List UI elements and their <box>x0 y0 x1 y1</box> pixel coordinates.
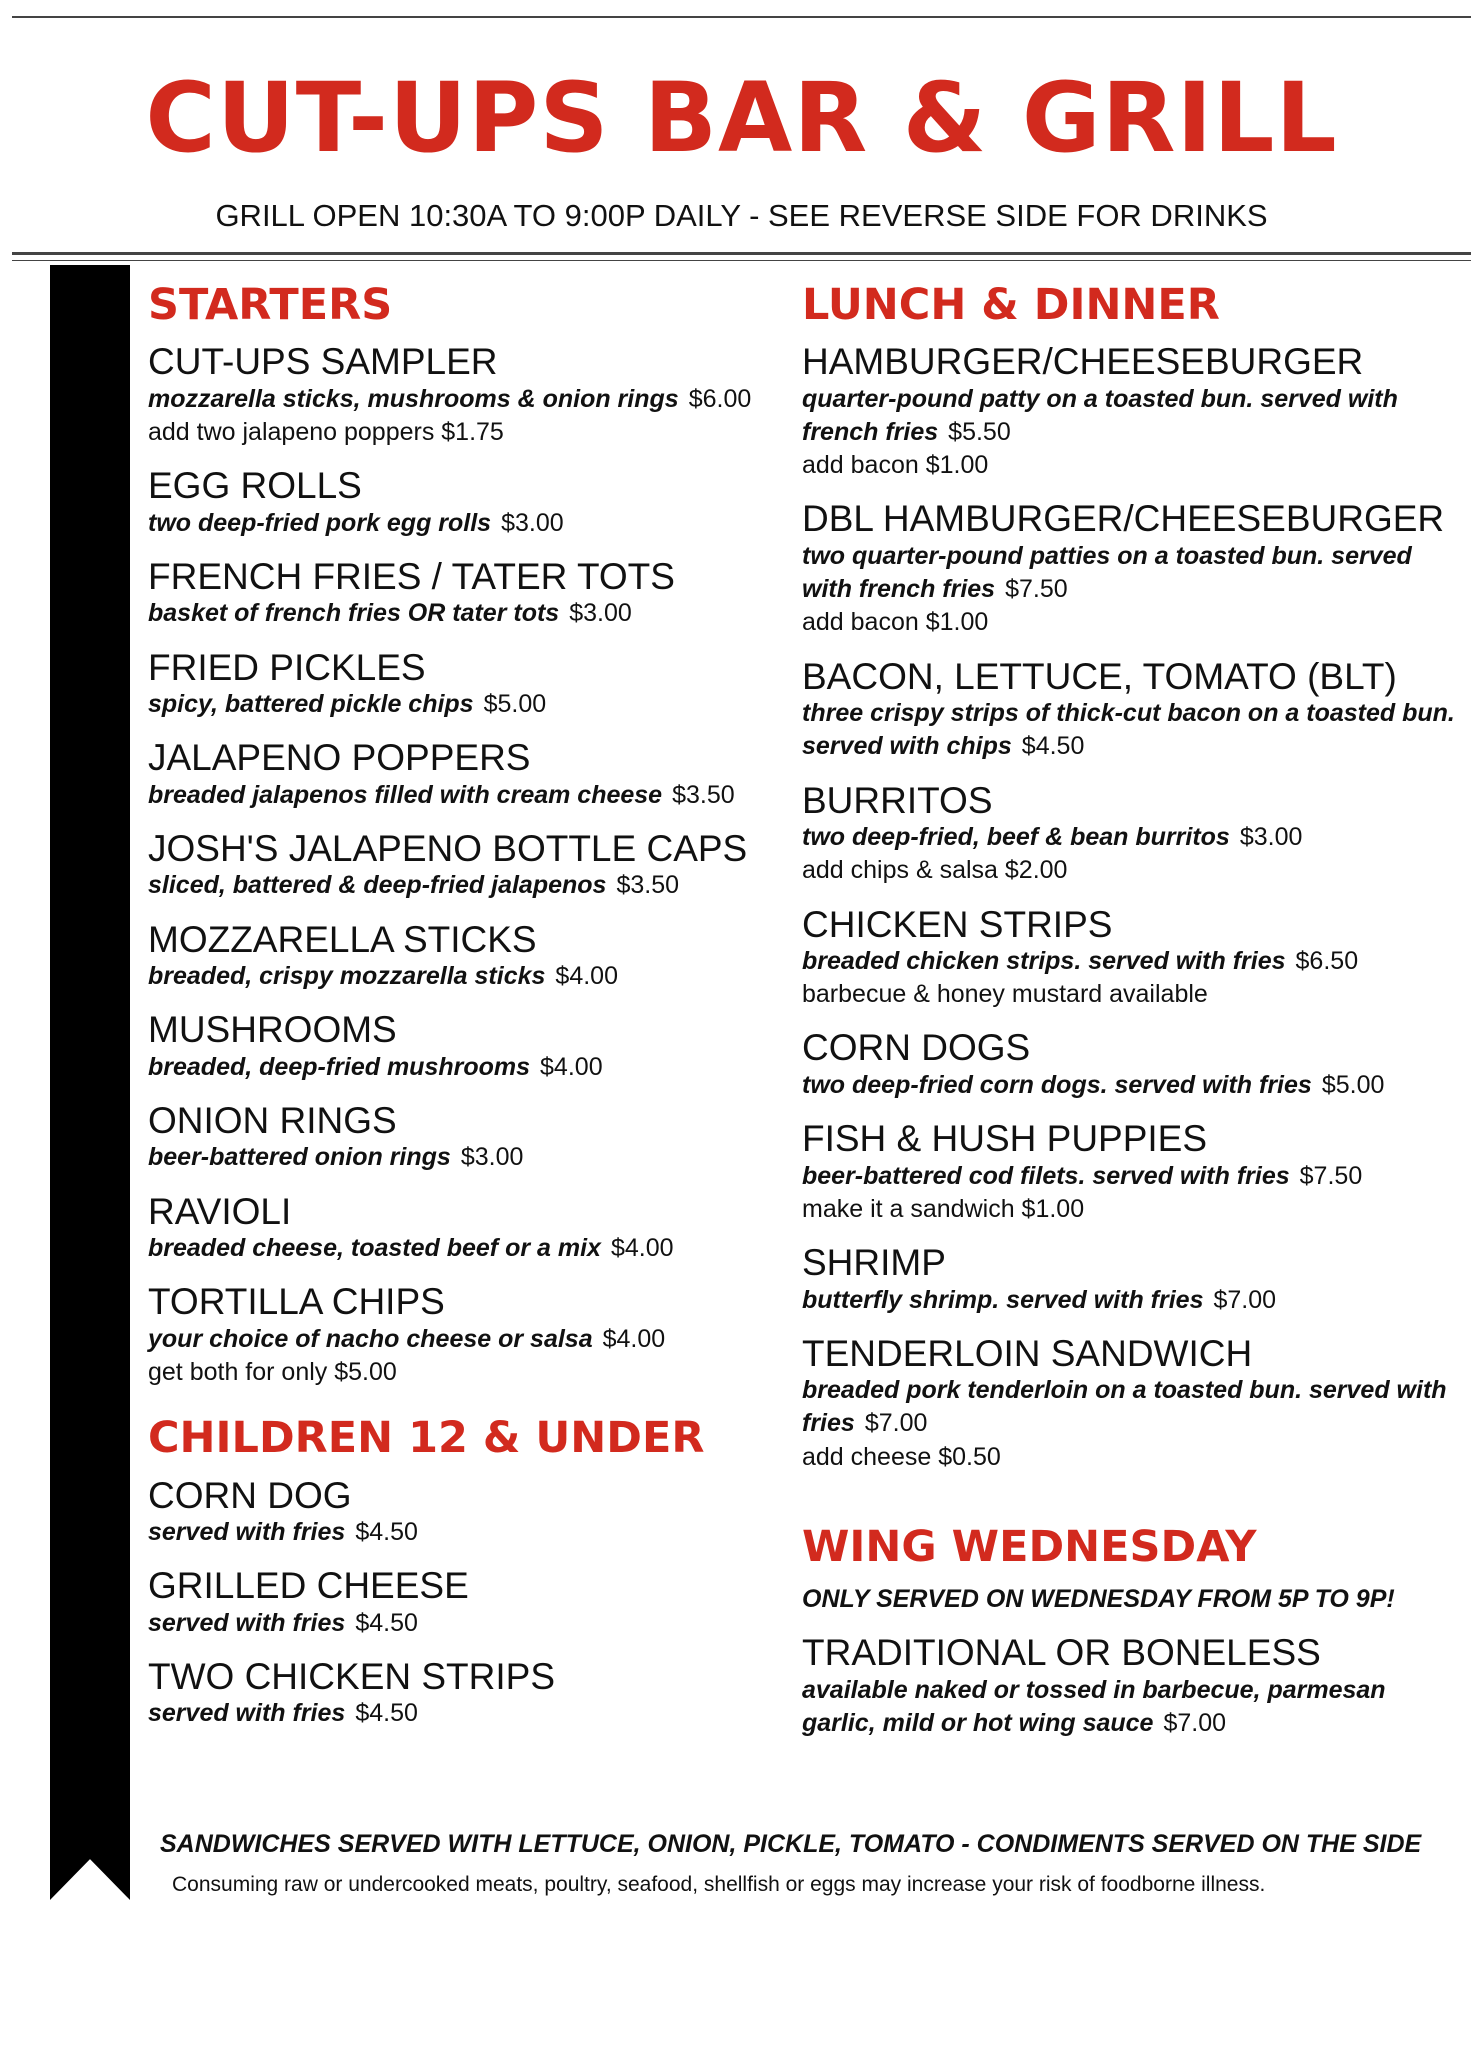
menu-item-description-text: two deep-fried pork egg rolls <box>148 508 492 537</box>
menu-item-description-text: breaded chicken strips. served with fries <box>802 946 1286 975</box>
menu-item <box>148 1281 788 1389</box>
menu-item-price: $4.00 <box>555 962 618 991</box>
lunch-dinner-list <box>802 341 1462 1474</box>
menu-item-price: $4.50 <box>355 1699 418 1728</box>
menu-item-description <box>148 1607 788 1640</box>
menu-item-description <box>148 779 788 812</box>
menu-item <box>148 1191 788 1266</box>
header-rule-thin <box>12 260 1471 261</box>
menu-item-price: $4.50 <box>355 1518 418 1547</box>
menu-item-description-text: spicy, battered pickle chips <box>148 690 474 719</box>
menu-item-description <box>148 869 788 902</box>
menu-item <box>148 341 788 449</box>
menu-item-description-text: served with fries <box>148 1608 346 1637</box>
menu-item <box>148 1009 788 1084</box>
menu-item-description <box>148 383 788 416</box>
menu-item-name: CORN DOGS <box>802 1027 1031 1069</box>
menu-item-description-text: served with fries <box>148 1699 346 1728</box>
menu-item-price: $7.50 <box>1005 575 1068 604</box>
menu-item-description-text: mozzarella sticks, mushrooms & onion rings <box>148 384 679 413</box>
food-safety-warning: Consuming raw or undercooked meats, poultry, seafood, shellfish or eggs may increase your risk of foodborne illness. <box>172 1873 1266 1896</box>
menu-item-name: RAVIOLI <box>148 1190 292 1232</box>
header-rule-thick <box>12 252 1471 255</box>
menu-item-price: $4.00 <box>540 1052 603 1081</box>
menu-item-description <box>802 697 1462 764</box>
menu-item-price: $3.50 <box>616 871 680 900</box>
menu-item-description-text: beer-battered onion rings <box>148 1143 451 1172</box>
menu-item-addon-note: add bacon $1.00 <box>802 451 989 480</box>
menu-item <box>148 919 788 994</box>
menu-item <box>802 656 1462 764</box>
menu-item <box>802 1333 1462 1474</box>
section-title-starters: STARTERS <box>148 280 393 330</box>
menu-item <box>802 780 1462 888</box>
menu-item-price: $3.00 <box>460 1143 524 1172</box>
menu-item-price: $3.50 <box>672 780 735 809</box>
menu-item-description <box>148 960 788 993</box>
menu-item-name: TORTILLA CHIPS <box>148 1281 445 1323</box>
sandwich-condiments-note: SANDWICHES SERVED WITH LETTUCE, ONION, PICKLE, TOMATO - CONDIMENTS SERVED ON THE SIDE <box>160 1830 1422 1858</box>
menu-item-name: CHICKEN STRIPS <box>802 903 1113 945</box>
menu-item-description <box>148 688 788 721</box>
section-title-wing-wednesday: WING WEDNESDAY <box>802 1521 1257 1572</box>
top-rule <box>12 16 1471 18</box>
menu-item-description <box>148 1232 788 1265</box>
menu-item-name: EGG ROLLS <box>148 465 362 507</box>
menu-item-description-text: breaded, deep-fried mushrooms <box>148 1052 531 1081</box>
menu-item-name: ONION RINGS <box>148 1100 397 1142</box>
menu-item-price: $6.00 <box>688 384 752 413</box>
section-title-lunch-dinner: LUNCH & DINNER <box>802 280 1220 330</box>
menu-item-description <box>802 1374 1462 1441</box>
menu-item <box>148 1565 788 1640</box>
menu-item-name: CORN DOG <box>148 1474 352 1516</box>
menu-item-price: $5.00 <box>483 690 547 719</box>
menu-item-addon-note: add cheese $0.50 <box>802 1442 1001 1471</box>
menu-item-addon-note: barbecue & honey mustard available <box>802 980 1208 1009</box>
menu-item-price: $4.50 <box>355 1608 418 1637</box>
menu-item-addon-note: get both for only $5.00 <box>148 1358 397 1387</box>
menu-item-description-text: your choice of nacho cheese or salsa <box>148 1324 593 1353</box>
starters-list <box>148 341 788 1389</box>
menu-item <box>802 1242 1462 1317</box>
menu-item-description <box>148 1141 788 1174</box>
wing-wednesday-note: ONLY SERVED ON WEDNESDAY FROM 5P TO 9P! <box>802 1585 1395 1614</box>
black-ribbon-decoration <box>50 265 130 1900</box>
menu-item-name: HAMBURGER/CHEESEBURGER <box>802 341 1364 383</box>
menu-item <box>802 1027 1462 1102</box>
menu-item-name: GRILLED CHEESE <box>148 1565 469 1607</box>
restaurant-title: CUT-UPS BAR & GRILL <box>145 62 1338 174</box>
section-title-children: CHILDREN 12 & UNDER <box>148 1413 705 1464</box>
menu-item-description <box>802 1284 1462 1317</box>
menu-item-description <box>148 1323 788 1356</box>
menu-item-description <box>802 945 1462 978</box>
menu-item-addon-note: add bacon $1.00 <box>802 608 989 637</box>
menu-item <box>148 1656 788 1731</box>
menu-item-description <box>148 507 788 540</box>
menu-item-name: FRENCH FRIES / TATER TOTS <box>148 555 675 597</box>
menu-item-description-text: breaded jalapenos filled with cream cheese <box>148 780 663 809</box>
menu-item-description-text: breaded pork tenderloin on a toasted bun. served with fries <box>802 1376 1447 1438</box>
menu-item-price: $4.00 <box>602 1324 666 1353</box>
menu-item-price: $7.00 <box>864 1409 928 1438</box>
menu-item <box>148 828 788 903</box>
menu-item-description-text: quarter-pound patty on a toasted bun. served with french fries <box>802 384 1398 446</box>
menu-item-description-text: available naked or tossed in barbecue, parmesan garlic, mild or hot wing sauce <box>802 1675 1386 1737</box>
menu-item <box>802 1118 1462 1226</box>
menu-item-name: CUT-UPS SAMPLER <box>148 341 498 383</box>
menu-item-name: TRADITIONAL OR BONELESS <box>802 1632 1321 1674</box>
menu-item-price: $7.00 <box>1163 1708 1227 1737</box>
menu-item-price: $5.50 <box>948 417 1011 446</box>
menu-item-description-text: two deep-fried corn dogs. served with fries <box>802 1070 1312 1099</box>
menu-item <box>148 647 788 722</box>
menu-item <box>148 465 788 540</box>
menu-item-name: DBL HAMBURGER/CHEESEBURGER <box>802 498 1445 540</box>
menu-item-price: $4.00 <box>610 1234 674 1263</box>
menu-item-price: $3.00 <box>569 599 632 628</box>
menu-item-description-text: three crispy strips of thick-cut bacon on a toasted bun. served with chips <box>802 699 1455 761</box>
menu-item-description <box>802 821 1462 854</box>
menu-item-description <box>148 1516 788 1549</box>
menu-item-description <box>148 1051 788 1084</box>
menu-item-price: $7.00 <box>1213 1285 1277 1314</box>
menu-item-addon-note: make it a sandwich $1.00 <box>802 1194 1085 1223</box>
menu-item-description <box>148 597 788 630</box>
menu-item-name: BACON, LETTUCE, TOMATO (BLT) <box>802 655 1397 697</box>
menu-item-name: FISH & HUSH PUPPIES <box>802 1118 1208 1160</box>
menu-item <box>148 737 788 812</box>
menu-item-description-text: breaded, crispy mozzarella sticks <box>148 962 546 991</box>
menu-item-addon-note: add chips & salsa $2.00 <box>802 856 1068 885</box>
left-column <box>148 282 788 1747</box>
menu-item-name: JOSH'S JALAPENO BOTTLE CAPS <box>148 827 748 869</box>
menu-item-description-text: two deep-fried, beef & bean burritos <box>802 823 1230 852</box>
menu-item <box>148 556 788 631</box>
menu-item-price: $3.00 <box>501 508 564 537</box>
wing-list <box>802 1632 1462 1740</box>
menu-item-price: $4.50 <box>1021 732 1085 761</box>
menu-item-addon-note: add two jalapeno poppers $1.75 <box>148 417 504 446</box>
menu-item-name: MUSHROOMS <box>148 1009 397 1051</box>
menu-item-description-text: served with fries <box>148 1518 346 1547</box>
menu-item <box>802 498 1462 639</box>
menu-item <box>802 904 1462 1012</box>
menu-item-description-text: butterfly shrimp. served with fries <box>802 1285 1204 1314</box>
menu-item-description-text: beer-battered cod filets. served with fries <box>802 1161 1290 1190</box>
menu-item-name: TWO CHICKEN STRIPS <box>148 1656 556 1698</box>
menu-item-name: SHRIMP <box>802 1242 946 1284</box>
menu-item-description-text: sliced, battered & deep-fried jalapenos <box>148 871 607 900</box>
menu-item-description <box>802 540 1462 607</box>
menu-item-description <box>802 1160 1462 1193</box>
menu-item <box>148 1475 788 1550</box>
menu-item-name: JALAPENO POPPERS <box>148 737 531 779</box>
menu-item-name: TENDERLOIN SANDWICH <box>802 1332 1253 1374</box>
menu-item-price: $5.00 <box>1321 1070 1385 1099</box>
menu-item-name: MOZZARELLA STICKS <box>148 918 537 960</box>
hours-subtitle: GRILL OPEN 10:30A TO 9:00P DAILY - SEE REVERSE SIDE FOR DRINKS <box>215 198 1268 233</box>
menu-item <box>802 341 1462 482</box>
menu-item <box>148 1100 788 1175</box>
menu-item-price: $7.50 <box>1299 1161 1363 1190</box>
menu-item-name: BURRITOS <box>802 779 993 821</box>
right-column <box>802 282 1462 1756</box>
children-list <box>148 1475 788 1731</box>
menu-item-price: $3.00 <box>1239 823 1303 852</box>
menu-item-description-text: basket of french fries OR tater tots <box>148 599 560 628</box>
menu-item-description <box>802 1674 1462 1741</box>
menu-item-description <box>802 383 1462 450</box>
menu-item-name: FRIED PICKLES <box>148 646 426 688</box>
menu-item-description <box>802 1069 1462 1102</box>
menu-item <box>802 1632 1462 1740</box>
menu-item-price: $6.50 <box>1295 946 1359 975</box>
menu-item-description-text: breaded cheese, toasted beef or a mix <box>148 1234 601 1263</box>
menu-item-description-text: two quarter-pound patties on a toasted bun. served with french fries <box>802 541 1412 604</box>
menu-item-description <box>148 1697 788 1730</box>
